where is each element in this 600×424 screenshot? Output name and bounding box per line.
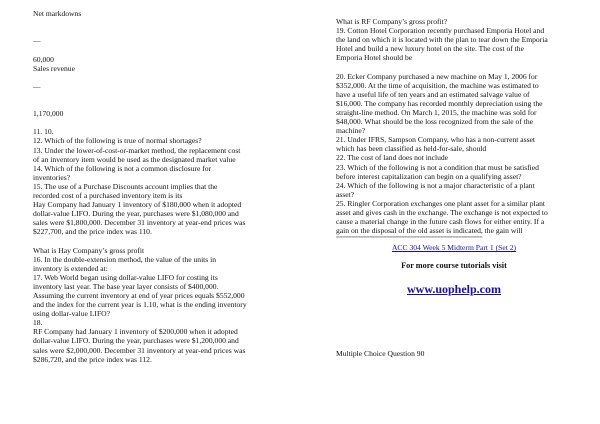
left-text-line: inventories? xyxy=(33,172,71,182)
left-column xyxy=(33,0,295,364)
left-text-line: Net markdowns xyxy=(33,9,82,19)
left-text-line: recorded cost of a purchased inventory item is its xyxy=(33,190,183,200)
left-text-line xyxy=(33,27,295,36)
left-text-line: dollar-value LIFO. During the year, purchases were $1,080,000 and xyxy=(33,209,239,219)
left-text-line: sales were $2,000,000. December 31 inventory at year-end prices was xyxy=(33,345,246,355)
right-text-line: asset and gives cash in the exchange. The exchange is not expected to xyxy=(336,207,548,217)
right-text-line: What is RF Company’s gross profit? xyxy=(336,17,448,26)
left-text-line: 12. Which of the following is true of normal shortages? xyxy=(33,136,202,146)
right-text-line: have a useful life of ten years and an estimated salvage value of xyxy=(336,89,530,99)
right-text-line: machine? xyxy=(336,126,366,136)
left-text-line xyxy=(33,45,295,54)
left-text-line: 13. Under the lower-of-cost-or-market method, the replacement cost xyxy=(33,145,241,155)
left-text-line: 18. xyxy=(33,318,43,328)
right-text-line: $352,000. At the time of acquisition, the machine was estimated to xyxy=(336,80,539,90)
right-text-line: 25. Ringler Corporation exchanges one plant asset for a similar plant xyxy=(336,198,545,208)
left-text-line: sales were $1,800,000. December 31 inventory at year-end prices was xyxy=(33,218,246,228)
left-text-line: What is Hay Company’s gross profit xyxy=(33,245,145,255)
left-text-line: 60,000 xyxy=(33,54,54,64)
right-text-line: which has been classified as held-for-sale, should xyxy=(336,144,487,154)
right-text-line: straight-line method. On March 1, 2015, the machine was sold for xyxy=(336,107,537,117)
right-text-line: 19. Cotton Hotel Corporation recently purchased Emporia Hotel and xyxy=(336,26,545,36)
left-text-line xyxy=(33,91,295,100)
left-text-line xyxy=(33,100,295,109)
right-column xyxy=(336,0,572,358)
left-text-line: 17. Web World began using dollar-value LIFO for costing its xyxy=(33,272,218,282)
separator-line: ================================================= xyxy=(336,235,483,242)
left-text-line: Sales revenue xyxy=(33,63,75,73)
right-text-line: 23. Which of the following is not a condition that must be satisfied xyxy=(336,162,539,172)
right-text-line: 21. Under IFRS, Sampson Company, who has a non-current asset xyxy=(336,135,536,145)
left-text-line: 1,170,000 xyxy=(33,109,64,119)
right-text-line: $16,000. The company has recorded monthly depreciation using the xyxy=(336,98,543,108)
left-text-line: RF Company had January 1 inventory of $200,000 when it adopted xyxy=(33,327,238,337)
left-text-line: $227,700, and the price index was 110. xyxy=(33,227,152,237)
right-text-line: before interest capitalization can begin on a qualifying asset? xyxy=(336,171,522,181)
left-text-line: $286,720, and the price index was 112. xyxy=(33,354,152,364)
promo-text: For more course tutorials visit xyxy=(401,261,507,271)
left-text-line: — xyxy=(33,36,41,46)
right-text-line: cause a material change in the future cash flows for either entity. If a xyxy=(336,217,545,227)
right-text-line: the land on which it is located with the plan to tear down the Emporia xyxy=(336,35,548,45)
left-text-line xyxy=(33,18,295,27)
left-text-line: using dollar-value LIFO? xyxy=(33,309,111,319)
right-text-line: $48,000. What should be the loss recognized from the sale of the xyxy=(336,117,534,127)
right-column-text xyxy=(336,17,572,235)
right-text-line: 24. Which of the following is not a major characteristic of a plant xyxy=(336,180,535,190)
footer-text: Multiple Choice Question 90 xyxy=(336,348,425,358)
left-text-line: 11. 10. xyxy=(33,127,54,137)
course-link[interactable]: ACC 304 Week 5 Midterm Part 1 (Set 2) xyxy=(391,243,517,253)
left-text-line: inventory last year. The base year layer consists of $400,000. xyxy=(33,281,219,291)
left-text-line xyxy=(33,118,295,127)
website-link[interactable]: www.uophelp.com xyxy=(406,281,501,296)
left-text-line: Assuming the current inventory at end of year prices equals $552,000 xyxy=(33,291,245,300)
left-text-line: 14. Which of the following is not a common disclosure for xyxy=(33,163,212,173)
left-text-line: — xyxy=(33,81,41,91)
right-text-line: Emporia Hotel should be xyxy=(336,53,413,63)
left-text-line: of an inventory item would be used as the designated market value xyxy=(33,154,236,164)
left-text-line: 15. The use of a Purchase Discounts account implies that the xyxy=(33,181,218,191)
right-text-line: 20. Ecker Company purchased a new machine on May 1, 2006 for xyxy=(336,71,538,81)
right-text-line xyxy=(336,62,572,71)
left-text-line xyxy=(33,0,295,9)
right-text-line: asset? xyxy=(336,189,355,199)
right-text-line: gain on the disposal of the old asset is indicated, the gain will xyxy=(336,226,523,236)
left-text-line: 16. In the double-extension method, the value of the units in xyxy=(33,254,217,264)
left-text-line: inventory is extended at: xyxy=(33,263,108,273)
left-text-line: and the index for the current year is 1.10, what is the ending inventory xyxy=(33,300,247,310)
left-text-line: Hay Company had January 1 inventory of $180,000 when it adopted xyxy=(33,200,242,210)
left-text-line xyxy=(33,236,295,245)
right-text-line: 22. The cost of land does not include xyxy=(336,153,449,163)
left-text-line xyxy=(33,73,295,82)
right-text-line: Hotel and build a new luxury hotel on the site. The cost of the xyxy=(336,44,524,54)
left-text-line: dollar-value LIFO. During the year, purchases were $1,200,000 and xyxy=(33,336,239,346)
